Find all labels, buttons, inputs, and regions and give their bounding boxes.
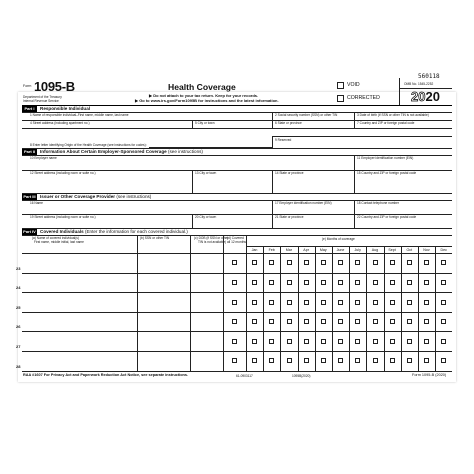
row-number-24: 24 (16, 285, 21, 291)
field-4-street-address[interactable]: 4 Street address (including apartment no.) (30, 121, 90, 125)
field-11-employer-ein[interactable]: 11 Employer identification number (EIN) (357, 156, 414, 160)
row-28-feb-checkbox[interactable] (269, 358, 274, 363)
row-28-june-checkbox[interactable] (338, 358, 343, 363)
row-26-june-checkbox[interactable] (338, 319, 343, 324)
void-label: VOID (347, 82, 360, 88)
field-6-state[interactable]: 6 State or province (275, 121, 302, 125)
part-1-title: Responsible Individual (40, 106, 91, 111)
row-27-dec-checkbox[interactable] (441, 339, 446, 344)
corrected-checkbox[interactable] (337, 95, 344, 102)
form-number: 1095-B (34, 79, 75, 94)
row-26-july-checkbox[interactable] (355, 319, 360, 324)
row-26-feb-checkbox[interactable] (269, 319, 274, 324)
row-27-oct-checkbox[interactable] (407, 339, 412, 344)
field-19-street-address[interactable]: 19 Street address (including room or suite no.) (30, 215, 96, 219)
instruction-line-2: ▶ Go to www.irs.gov/Form1095B for instructions and the latest information. (135, 98, 279, 103)
month-header-oct: Oct (406, 248, 413, 252)
row-25-oct-checkbox[interactable] (407, 300, 412, 305)
row-28-jan-checkbox[interactable] (252, 358, 257, 363)
row-23-feb-checkbox[interactable] (269, 260, 274, 265)
row-number-23: 23 (16, 265, 21, 271)
row-26-jan-checkbox[interactable] (252, 319, 257, 324)
row-25-sept-checkbox[interactable] (390, 300, 395, 305)
row-24-feb-checkbox[interactable] (269, 280, 274, 285)
row-24-dec-checkbox[interactable] (441, 280, 446, 285)
row-25-jan-checkbox[interactable] (252, 300, 257, 305)
field-18-telephone[interactable]: 18 Contact telephone number (357, 201, 399, 205)
field-13-city[interactable]: 13 City or town (195, 171, 217, 175)
footer-form-code: 1095B(2020) (292, 374, 311, 378)
row-27-all-12-months-checkbox[interactable] (232, 339, 237, 344)
row-28-sept-checkbox[interactable] (390, 358, 395, 363)
row-23-aug-checkbox[interactable] (373, 260, 378, 265)
row-23-all-12-months-checkbox[interactable] (232, 260, 237, 265)
month-header-june: June (336, 248, 345, 252)
row-27-july-checkbox[interactable] (355, 339, 360, 344)
row-27-june-checkbox[interactable] (338, 339, 343, 344)
row-24-may-checkbox[interactable] (321, 280, 326, 285)
row-23-sept-checkbox[interactable] (390, 260, 395, 265)
column-a-header: (a) Name of covered individual(s) (32, 236, 79, 240)
row-27-may-checkbox[interactable] (321, 339, 326, 344)
row-23-mar-checkbox[interactable] (287, 260, 292, 265)
row-24-june-checkbox[interactable] (338, 280, 343, 285)
row-23-oct-checkbox[interactable] (407, 260, 412, 265)
row-28-oct-checkbox[interactable] (407, 358, 412, 363)
form-prefix: Form (23, 84, 32, 88)
row-number-28: 28 (16, 363, 21, 369)
row-24-all-12-months-checkbox[interactable] (232, 280, 237, 285)
field-7-country-zip[interactable]: 7 Country and ZIP or foreign postal code (357, 121, 415, 125)
row-25-july-checkbox[interactable] (355, 300, 360, 305)
dept-line-1: Department of the Treasury (23, 95, 62, 99)
field-14-state[interactable]: 14 State or province (275, 171, 304, 175)
part-4-title: Covered Individuals (Enter the information for each covered individual.) (40, 229, 188, 234)
instruction-line-1: ▶ Do not attach to your tax return. Keep for your records. (149, 93, 259, 98)
row-25-feb-checkbox[interactable] (269, 300, 274, 305)
row-28-july-checkbox[interactable] (355, 358, 360, 363)
field-17-ein[interactable]: 17 Employer identification number (EIN) (275, 201, 332, 205)
field-21-state[interactable]: 21 State or province (275, 215, 304, 219)
row-23-apr-checkbox[interactable] (304, 260, 309, 265)
footer-left-note: RAA #1607 For Privacy Act and Paperwork Reduction Act Notice, see separate instructions. (23, 373, 189, 377)
row-25-may-checkbox[interactable] (321, 300, 326, 305)
row-number-25: 25 (16, 304, 21, 310)
column-e-header: (e) Months of coverage (322, 237, 355, 241)
row-26-may-checkbox[interactable] (321, 319, 326, 324)
month-header-feb: Feb (268, 248, 275, 252)
month-header-may: May (319, 248, 327, 252)
row-27-apr-checkbox[interactable] (304, 339, 309, 344)
field-2-ssn[interactable]: 2 Social security number (SSN) or other TIN (275, 113, 338, 117)
field-5-city[interactable]: 5 City or town (195, 121, 215, 125)
row-24-mar-checkbox[interactable] (287, 280, 292, 285)
row-23-jan-checkbox[interactable] (252, 260, 257, 265)
row-25-apr-checkbox[interactable] (304, 300, 309, 305)
row-25-dec-checkbox[interactable] (441, 300, 446, 305)
tax-year-suffix: 20 (425, 89, 440, 104)
tax-year (411, 89, 440, 104)
row-27-jan-checkbox[interactable] (252, 339, 257, 344)
row-24-aug-checkbox[interactable] (373, 280, 378, 285)
month-header-jan: Jan (251, 248, 258, 252)
row-28-apr-checkbox[interactable] (304, 358, 309, 363)
column-d-header-2: all 12 months (227, 240, 246, 244)
corrected-label: CORRECTED (347, 95, 380, 101)
row-26-apr-checkbox[interactable] (304, 319, 309, 324)
column-d-header-1: (d) Covered (227, 236, 244, 240)
dept-line-2: Internal Revenue Service (23, 99, 59, 103)
row-25-all-12-months-checkbox[interactable] (232, 300, 237, 305)
field-22-country-zip[interactable]: 22 Country and ZIP or foreign postal code (357, 215, 417, 219)
row-25-june-checkbox[interactable] (338, 300, 343, 305)
footer-right-form: Form 1095-B (2020) (412, 373, 447, 377)
row-28-nov-checkbox[interactable] (424, 358, 429, 363)
row-26-oct-checkbox[interactable] (407, 319, 412, 324)
row-26-sept-checkbox[interactable] (390, 319, 395, 324)
row-27-nov-checkbox[interactable] (424, 339, 429, 344)
row-27-sept-checkbox[interactable] (390, 339, 395, 344)
row-24-july-checkbox[interactable] (355, 280, 360, 285)
row-number-27: 27 (16, 344, 21, 349)
row-28-dec-checkbox[interactable] (441, 358, 446, 363)
serial-number: 560118 (418, 73, 440, 80)
row-25-aug-checkbox[interactable] (373, 300, 378, 305)
month-header-dec: Dec (440, 248, 447, 252)
row-27-aug-checkbox[interactable] (373, 339, 378, 344)
field-9-reserved: 9 Reserved (275, 138, 292, 142)
row-26-all-12-months-checkbox[interactable] (232, 319, 237, 324)
row-26-aug-checkbox[interactable] (373, 319, 378, 324)
field-20-city[interactable]: 20 City or town (195, 215, 217, 219)
month-header-nov: Nov (423, 248, 430, 252)
row-26-nov-checkbox[interactable] (424, 319, 429, 324)
row-24-apr-checkbox[interactable] (304, 280, 309, 285)
row-23-may-checkbox[interactable] (321, 260, 326, 265)
column-c-header-2: TIN is not available) (198, 240, 227, 244)
row-23-july-checkbox[interactable] (355, 260, 360, 265)
void-checkbox[interactable] (337, 82, 344, 89)
month-header-july: July (354, 248, 361, 252)
footer-cat-number: 61-0903117 (236, 374, 253, 378)
row-24-oct-checkbox[interactable] (407, 280, 412, 285)
part-3-title: Issuer or Other Coverage Provider (see instructions) (40, 194, 152, 199)
column-a-subheader: First name, middle initial, last name (34, 240, 84, 244)
row-26-dec-checkbox[interactable] (441, 319, 446, 324)
row-24-sept-checkbox[interactable] (390, 280, 395, 285)
month-header-mar: Mar (285, 248, 292, 252)
field-8-origin-code[interactable]: 8 Enter letter identifying Origin of the Health Coverage (see instructions for codes): (30, 143, 147, 147)
row-24-jan-checkbox[interactable] (252, 280, 257, 285)
row-28-may-checkbox[interactable] (321, 358, 326, 363)
month-header-aug: Aug (371, 248, 379, 252)
part-2-tag: Part II (23, 149, 36, 154)
row-25-nov-checkbox[interactable] (424, 300, 429, 305)
month-header-sept: Sept (388, 248, 396, 252)
column-c-header-1: (c) DOB (if SSN or other (194, 236, 229, 240)
field-10-employer-name[interactable]: 10 Employer name (30, 156, 57, 160)
row-27-feb-checkbox[interactable] (269, 339, 274, 344)
part-3-tag: Part III (23, 194, 36, 199)
field-1-responsible-name[interactable]: 1 Name of responsible individual–First name, middle name, last name (30, 113, 129, 117)
month-header-apr: Apr (303, 248, 309, 252)
field-15-country-zip[interactable]: 15 Country and ZIP or foreign postal code (357, 171, 417, 175)
part-1-tag: Part I (22, 106, 37, 112)
omb-number: OMB No. 1545-2252 (404, 82, 434, 86)
row-26-mar-checkbox[interactable] (287, 319, 292, 324)
column-b-header: (b) SSN or other TIN (140, 236, 170, 240)
row-28-aug-checkbox[interactable] (373, 358, 378, 363)
row-23-june-checkbox[interactable] (338, 260, 343, 265)
field-16-name[interactable]: 16 Name (30, 201, 43, 205)
row-23-nov-checkbox[interactable] (424, 260, 429, 265)
field-12-street-address[interactable]: 12 Street address (including room or suite no.) (30, 171, 96, 175)
row-28-mar-checkbox[interactable] (287, 358, 292, 363)
row-28-all-12-months-checkbox[interactable] (232, 358, 237, 363)
form-title: Health Coverage (168, 82, 236, 92)
row-24-nov-checkbox[interactable] (424, 280, 429, 285)
part-2-title: Information About Certain Employer-Sponsored Coverage (see instructions) (40, 149, 203, 154)
field-3-dob[interactable]: 3 Date of birth (if SSN or other TIN is not available) (357, 113, 429, 117)
row-number-26: 26 (16, 324, 21, 330)
row-25-mar-checkbox[interactable] (287, 300, 292, 305)
row-27-mar-checkbox[interactable] (287, 339, 292, 344)
part-4-tag: Part IV (23, 229, 36, 234)
form-1095b-sheet (16, 73, 456, 382)
row-23-dec-checkbox[interactable] (441, 260, 446, 265)
tax-year-prefix: 20 (411, 89, 426, 104)
